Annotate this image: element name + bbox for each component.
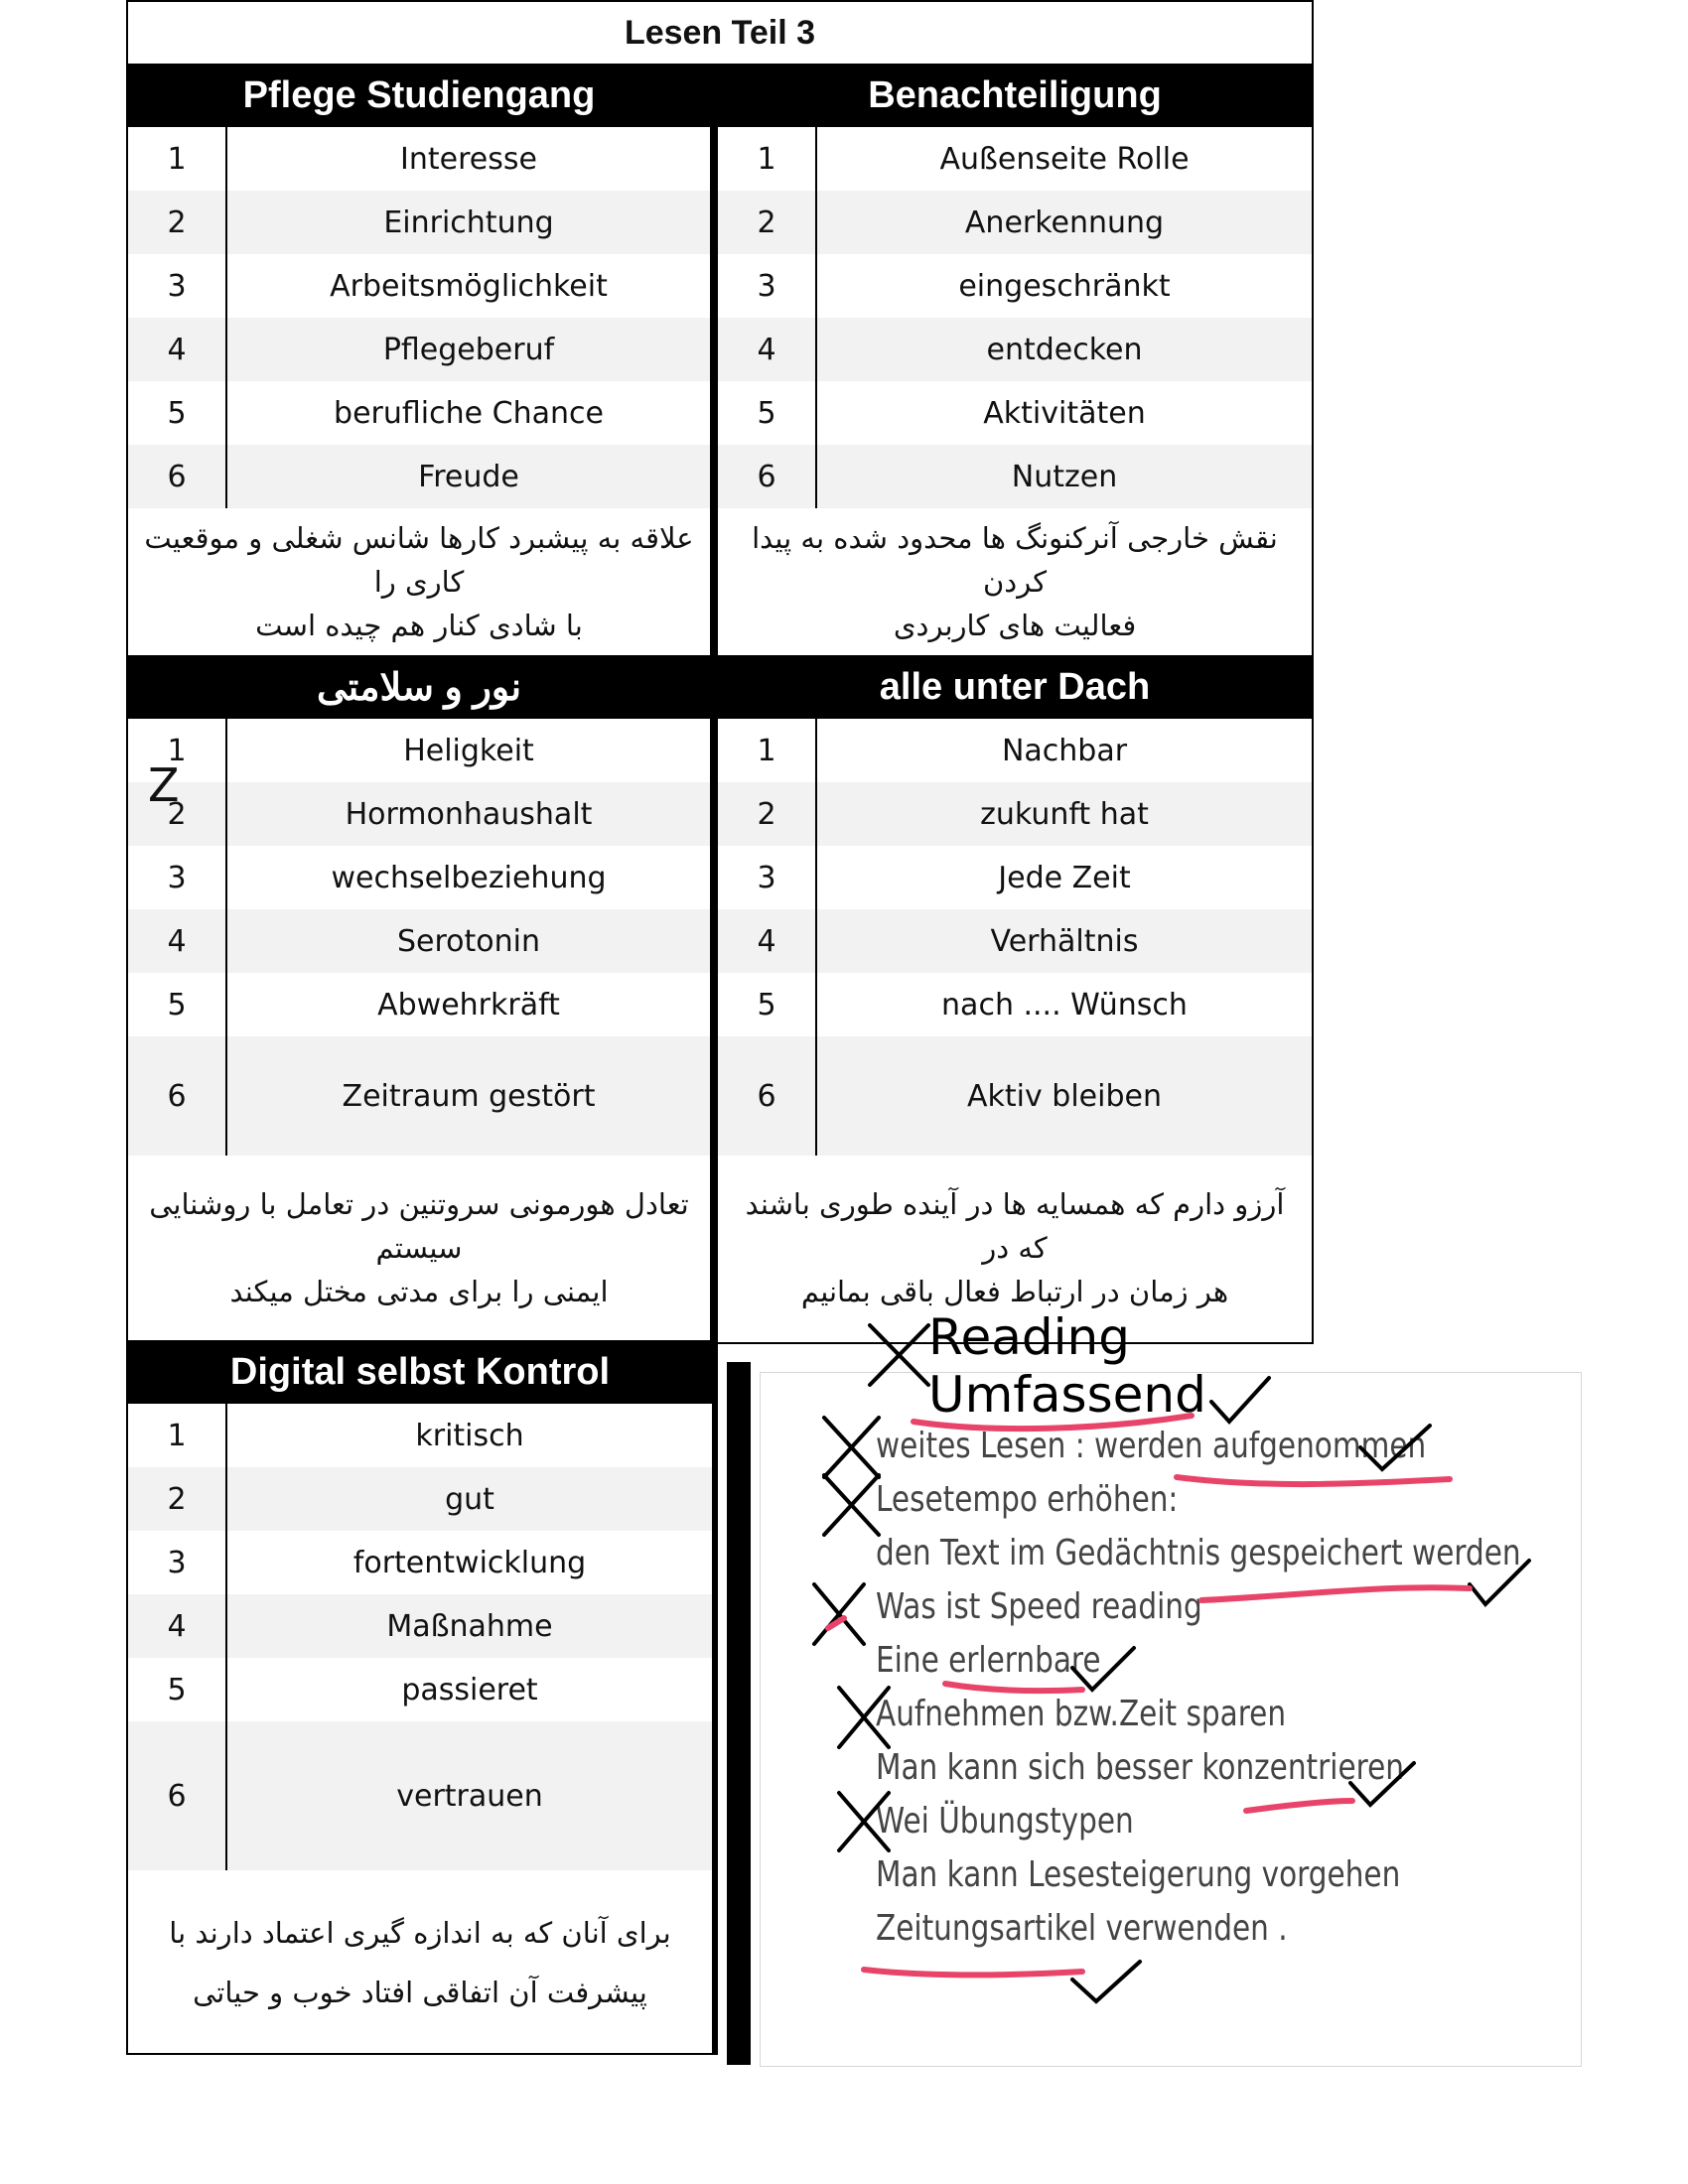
table-row	[128, 973, 710, 1036]
row-number: 1	[128, 719, 227, 782]
row-number: 5	[718, 973, 817, 1036]
panel-dach	[712, 655, 1314, 1344]
table-row	[128, 127, 710, 191]
row-word: Interesse	[400, 141, 537, 177]
row-number: 5	[128, 1658, 227, 1721]
table-row	[718, 445, 1312, 508]
row-word: fortentwicklung	[352, 1545, 587, 1580]
panel-licht	[126, 655, 712, 1340]
table-row	[128, 254, 710, 318]
panel-header: Benachteiligung	[718, 64, 1312, 127]
row-word: nach .... Wünsch	[941, 987, 1188, 1023]
row-word: Heligkeit	[403, 733, 534, 768]
row-number: 6	[718, 445, 817, 508]
row-word: Aktivitäten	[983, 395, 1146, 431]
note-line: آرزو دارم که همسایه ها در آینده طوری باشند که در	[745, 1187, 1285, 1265]
reading-line: Was ist Speed reading	[876, 1586, 1202, 1627]
reading-subtitle: Umfassend	[928, 1366, 1206, 1424]
table-row	[128, 1467, 712, 1531]
row-number: 4	[718, 318, 817, 381]
table-row	[718, 973, 1312, 1036]
row-number: 2	[718, 782, 817, 846]
table-row	[718, 782, 1312, 846]
row-number: 6	[718, 1036, 817, 1156]
row-number: 5	[128, 381, 227, 445]
row-number: 4	[128, 318, 227, 381]
table-row	[128, 445, 710, 508]
table-row	[128, 846, 710, 909]
row-word: entdecken	[986, 332, 1143, 367]
note-line: پیشرفت آن اتفاقی افتاد خوب و حیاتی	[193, 1976, 647, 2009]
row-number: 6	[128, 445, 227, 508]
panel-note	[128, 508, 710, 655]
row-number: 3	[718, 846, 817, 909]
reading-line: weites Lesen : werden aufgenommen	[876, 1426, 1427, 1466]
panel-benachteiligung	[712, 64, 1314, 655]
row-word: Anerkennung	[964, 205, 1165, 240]
row-number: 6	[128, 1036, 227, 1156]
table-row	[128, 191, 710, 254]
panel-note	[128, 1156, 710, 1340]
row-number: 1	[128, 1404, 227, 1467]
row-number: 4	[128, 909, 227, 973]
reading-line: Zeitungsartikel verwenden .	[876, 1908, 1288, 1949]
margin-mark: Z	[148, 758, 180, 812]
panel-header: alle unter Dach	[718, 655, 1312, 719]
row-word: Außenseite Rolle	[939, 141, 1190, 177]
row-number: 1	[718, 719, 817, 782]
table-row	[128, 381, 710, 445]
row-word: Einrichtung	[383, 205, 554, 240]
row-number: 5	[718, 381, 817, 445]
row-word: zukunft hat	[980, 796, 1149, 832]
note-line: هر زمان در ارتباط فعال باقی بمانیم	[800, 1275, 1229, 1308]
row-word: Freude	[418, 459, 519, 494]
row-word: gut	[445, 1481, 494, 1517]
table-row	[128, 318, 710, 381]
row-number: 4	[128, 1594, 227, 1658]
note-line: تعادل هورمونی سروتنین در تعامل با روشنایی سیستم	[149, 1187, 689, 1265]
panel-digital	[126, 1340, 718, 2055]
reading-line: den Text im Gedächtnis gespeichert werden	[876, 1533, 1521, 1573]
note-line: فعالیت های کاربردی	[893, 609, 1137, 642]
reading-line: Wei Übungstypen	[876, 1801, 1134, 1842]
table-row	[718, 719, 1312, 782]
panel-header: Digital selbst Kontrol	[128, 1340, 712, 1404]
table-row	[718, 381, 1312, 445]
row-word: Nutzen	[1011, 459, 1118, 494]
row-number: 1	[128, 127, 227, 191]
row-number: 5	[128, 973, 227, 1036]
reading-line: Aufnehmen bzw.Zeit sparen	[876, 1694, 1287, 1734]
row-word: Nachbar	[1001, 733, 1128, 768]
reading-line: Lesetempo erhöhen:	[876, 1479, 1179, 1520]
row-number: 2	[128, 1467, 227, 1531]
row-number: 2	[128, 191, 227, 254]
note-line: برای آنان که به اندازه گیری اعتماد دارند با	[169, 1916, 671, 1950]
panel-pflege	[126, 64, 712, 655]
row-word: Jede Zeit	[998, 860, 1131, 895]
table-row	[128, 1036, 710, 1156]
table-row	[128, 719, 710, 782]
row-word: Maßnahme	[386, 1608, 553, 1644]
table-row	[128, 1658, 712, 1721]
panel-note	[718, 508, 1312, 655]
note-line: ایمنی را برای مدتی مختل میکند	[229, 1275, 609, 1308]
row-number: 1	[718, 127, 817, 191]
row-word: Aktiv bleiben	[967, 1078, 1162, 1114]
table-row	[128, 1404, 712, 1467]
reading-line: Man kann Lesesteigerung vorgehen	[876, 1854, 1401, 1895]
row-word: Arbeitsmöglichkeit	[330, 268, 608, 304]
reading-line: Man kann sich besser konzentrieren	[876, 1747, 1404, 1788]
table-row	[128, 1531, 712, 1594]
row-word: Zeitraum gestört	[342, 1078, 596, 1114]
row-word: Abwehrkräft	[377, 987, 560, 1023]
table-row	[718, 909, 1312, 973]
page-title: Lesen Teil 3	[126, 0, 1314, 64]
row-word: Hormonhaushalt	[345, 796, 593, 832]
row-number: 3	[128, 846, 227, 909]
row-word: passieret	[401, 1672, 538, 1707]
panel-header: نور و سلامتی	[128, 655, 710, 719]
table-row	[128, 1594, 712, 1658]
table-row	[718, 127, 1312, 191]
reading-title: Reading	[928, 1308, 1130, 1366]
row-word: Pflegeberuf	[382, 332, 555, 367]
panel-header: Pflege Studiengang	[128, 64, 710, 127]
note-line: نقش خارجی آنرکنونگ ها محدود شده به پیدا کردن	[752, 521, 1278, 599]
row-word: berufliche Chance	[334, 395, 604, 431]
note-line: با شادی کنار هم چیده است	[255, 609, 583, 642]
row-word: Serotonin	[396, 923, 540, 959]
note-line: علاقه به پیشبرد کارها شانس شغلی و موقعیت کاری را	[144, 521, 694, 599]
table-row	[718, 254, 1312, 318]
row-number: 6	[128, 1721, 227, 1870]
row-number: 2	[718, 191, 817, 254]
table-row	[718, 318, 1312, 381]
row-word: Verhältnis	[990, 923, 1139, 959]
row-word: wechselbeziehung	[331, 860, 607, 895]
table-row	[128, 1721, 712, 1870]
row-number: 2	[128, 782, 227, 846]
row-number: 3	[128, 1531, 227, 1594]
table-row	[718, 846, 1312, 909]
panel-note	[128, 1870, 712, 2055]
reading-line: Eine erlernbare	[876, 1640, 1101, 1681]
row-word: kritisch	[415, 1418, 524, 1453]
row-number: 4	[718, 909, 817, 973]
row-word: eingeschränkt	[958, 268, 1171, 304]
divider-bar	[727, 1362, 751, 2065]
table-row	[718, 1036, 1312, 1156]
row-word: vertrauen	[396, 1778, 543, 1814]
row-number: 3	[128, 254, 227, 318]
table-row	[128, 909, 710, 973]
row-number: 3	[718, 254, 817, 318]
table-row	[718, 191, 1312, 254]
table-row	[128, 782, 710, 846]
